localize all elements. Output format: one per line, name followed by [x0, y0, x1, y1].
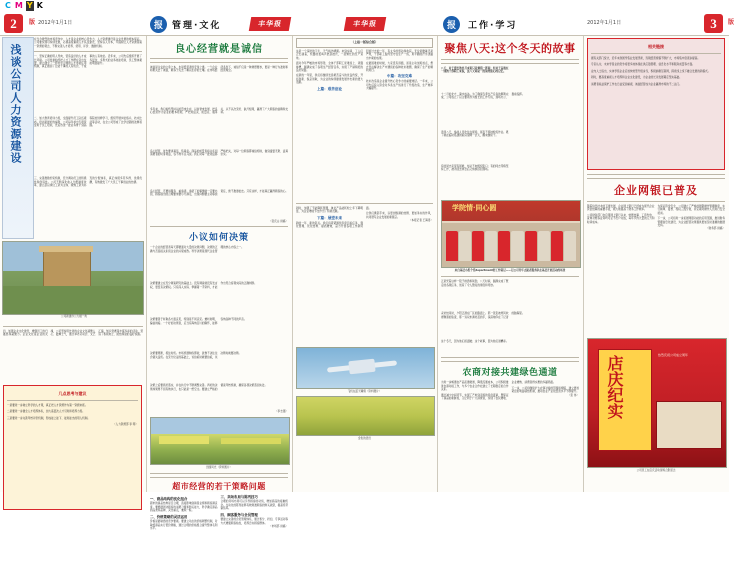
page-number-unit-right: 版 — [727, 20, 734, 26]
col2-sub-4: 四、顾客服务与会员管理 — [220, 513, 258, 518]
col2-sub-3: 三、卖场布局与陈列技巧 — [220, 495, 258, 500]
col5-sidebar-title: 相关链接 — [648, 44, 664, 49]
col4-body-3: 有的同志家里有困难，却从不向组织张口；有的同志带病坚持工作，被劝回去休息后又悄悄返回现场。 — [441, 165, 509, 172]
col4-lead: 八天，对于漫长的岁月来说只是弹指一挥间；但对于奋战在一线的干部职工来说，这八天却是一段刻骨铭心的记忆。 — [441, 67, 509, 74]
col5-side-1: 据有关部门统计，近年来我国零售业发展迅速，连锁经营规模不断扩大，市场集中度逐步提高。 — [591, 57, 700, 60]
col2-headline-2: 小议如何决策 — [188, 233, 249, 244]
divider — [587, 174, 725, 179]
col3-para-2: 在最困难的时候，大家没有退缩，而是主动加班加点，想方设法解决生产中遇到的各种技术难题，确保了生产的顺利进行。 — [366, 62, 433, 72]
col4-body-2: 连续八天，参战人员吃住在现场，昼夜不停地轮班作业。累了就在临时搭建的板房里眯一会儿，醒来继续干。 — [441, 131, 509, 138]
col3-body-3: 在新的一年里，我们将继续发扬艰苦奋斗的优良传统，开拓创新、锐意进取，为企业的持续健康发展作出新的更大贡献。 — [296, 74, 363, 85]
col3-signature: （本报记者 王海涛） — [408, 219, 433, 223]
masthead-date-left: 2012年1月1日 — [38, 20, 73, 26]
col2-para-2: 价格是最敏感的竞争要素。要建立动态的价格调整机制，对敏感商品实行低价策略，通过合理的价格组合提升整体毛利水平。 — [150, 520, 218, 531]
col5-ad-note: 热烈庆祝公司成立周年 — [658, 353, 689, 357]
masthead-left — [0, 13, 146, 36]
col1-subbox-item-1: 一是要进一步树立科学的人才观，真正把人才资源作为第一资源来抓。 — [7, 404, 88, 407]
col1-photo — [2, 241, 144, 315]
page-number-right: 3 — [710, 15, 717, 31]
divider — [441, 59, 579, 64]
reg-mark-k: K — [36, 1, 43, 10]
color-registration-marks — [4, 1, 44, 11]
col2-photo-caption: 田园风光（资料图片） — [206, 465, 232, 469]
col5-ebank-1: 随着信息技术的飞速发展，企业网上银行已经成为现代企业资金结算的重要手段，极大地提高了财务工作效率。 — [587, 205, 655, 212]
col5-ebank-4: 下一步，公司将进一步拓展网银功能的应用范围，推进财务管理信息化建设，为企业经营决策提供更加及时准确的数据支持。 — [657, 217, 725, 228]
newspaper-logo-icon-2: 报 — [443, 16, 460, 33]
col3-continuation-note: （上接一版综合版） — [350, 40, 378, 44]
masthead-col4 — [437, 13, 583, 36]
col1-subbox-item-2: 二是要进一步健全人才培养体系，加大高层次人才引进和培养力度。 — [7, 410, 85, 414]
col2-decision-4: 决策要果断，抓住时机。市场机遇稍纵即逝，犹豫不决往往会错失良机。在充分论证的基础上，该拍板时就要拍板，该决断时就要决断。 — [150, 352, 242, 359]
col1-body-2: 二、加大教育培训力度，全面提升员工队伍素质。培训是最好的福利，公司每年拿出专项资金用于员工培训，先后选送一批业务骨干到高等院校进修学习，组织开展岗位练兵、技术比武等活动，在全公司形成了比学赶超的浓厚氛围。 — [34, 117, 142, 128]
col5-headline-2: 企业网银已普及 — [614, 184, 698, 197]
col3-sub-3: 下篇：展望未来 — [316, 215, 343, 220]
col3-photo-2 — [296, 396, 435, 436]
col3-para-5: 新的一年，新的起点。我们将紧紧围绕年度目标任务，强化管理、优化结构、提质增效，奋力开创各项工作新局面。 — [296, 206, 372, 229]
page-number-unit-left: 版 — [28, 20, 35, 26]
col4-headline-2: 农商对接共建绿色通道 — [462, 368, 558, 379]
col4-body-4: 正是凭着这样一股子拼劲和韧劲，八天时间，圆满完成了既定的各项任务，创造了令人赞叹的速度和奇迹。 — [441, 280, 509, 287]
section-title-work: 工作·学习 — [468, 20, 518, 31]
col3-body-2: 面对今年严峻的市场形势，全体干部职工迎难而上、顽强拼搏，圆满完成了各项生产经营任务，实现了产销两旺的良好局面。 — [296, 62, 363, 72]
col3-photo-caption-2: 金色的麦田 — [358, 437, 371, 441]
col2-para-3: 合理的卖场布局可以引导顾客的动线，增加商品的接触机会。生动化的陈列能够有效刺激顾客的购买欲望，提高连带销售率。 — [220, 500, 288, 511]
divider — [296, 203, 433, 204]
col2-para-1: 超市的商品结构是否合理，直接影响到销售业绩和顾客满意度。要根据周边顾客的消费习惯和购买能力，科学确定商品的品类和品种，突出重点，兼顾一般。 — [150, 502, 218, 513]
col2-decision-2: 决策要建立在充分调查研究的基础上。没有调查就没有发言权，更没有决策权。只有深入实际、掌握第一手资料，才能作出符合客观实际的正确判断。 — [150, 282, 257, 289]
col5-side-4: 同时，要高度重视人才培养和企业文化建设，为企业的长远发展奠定坚实基础。 — [591, 76, 682, 80]
col2-sub-1: 一、商品结构的优化组合 — [150, 497, 188, 502]
col2-body-2: 多年来，我们始终坚持以质量求生存、以信誉求发展，把良心经营作为企业的根本原则，严把进货关、质量关、服务关，从不以次充好、缺斤短两，赢得了广大顾客的信赖和支持。 — [150, 108, 288, 115]
col3-body-1: 这是一个深秋的下午，天气格外晴朗。来到车间，工人们正忙碌着，机器的轰鸣声此起彼伏，一派繁忙的生产景象。 — [296, 49, 363, 60]
reg-mark-c: C — [5, 1, 11, 10]
col4-body-5: 采访结束时，夕阳正洒在厂区的路面上。那一张张被寒风吹得黝黑的脸庞，那一双双布满老茧的手，深深地印在了记者的脑海里。 — [441, 312, 525, 319]
masthead-right — [583, 13, 734, 36]
col5-side-3: 业内人士指出，实体零售企业应加快转型升级步伐，积极拥抱互联网，探索线上线下融合发展的新模式。 — [591, 69, 711, 73]
masthead-center-left — [146, 13, 292, 36]
page-number-badge-right — [704, 14, 734, 33]
column-5 — [583, 13, 734, 492]
reg-mark-m: M — [14, 1, 23, 10]
divider — [587, 201, 725, 202]
col3-photo-1 — [296, 347, 435, 389]
col4-farm-2: 通过减少中间环节，实现了产地到卖场的直供直销，既保证了商品的新鲜度，又让利于广大消费者，实现了农民增收、企业增效、消费者得实惠的多赢局面。 — [441, 381, 556, 401]
column-3 — [292, 13, 438, 492]
masthead-date-right: 2012年1月1日 — [587, 20, 622, 26]
col2-body-1: 诚信是企业的立身之本，也是经营者的安身之道。一个企业如果失去了诚信，就等于失去了赖以生存的土壤。在市场经济条件下，诚信不仅是一种道德要求，更是一种行为准则和经营理念。 — [150, 66, 288, 73]
col2-decision-3: 决策要善于听取各方面意见，特别是不同意见。兼听则明，偏信则暗。一个好的决策者，应当有海纳百川的胸怀，能够容纳各种不同的声音。 — [150, 318, 247, 325]
divider — [150, 473, 288, 478]
col2-headline-3: 超市经营的若干策略问题 — [172, 481, 266, 492]
col4-main-headline: 聚焦八天:这个冬天的故事 — [444, 42, 576, 55]
col4-body-1: 十二月的北方，滴水成冰。为了确保冬季生产任务的顺利完成，公司成立了以主要领导为组长的工作专班，现场办公、靠前指挥。 — [441, 93, 525, 100]
col1-photo-caption: 公司新建办公大楼一角 — [61, 315, 87, 318]
divider — [7, 400, 138, 401]
col2-para-4: 要建立完善的会员管理体系，通过积分、折扣、专享活动等方式增强顾客粘性，培养忠实顾客群体。 — [220, 518, 288, 525]
col4-body-6: 这个冬天，因为他们而温暖；这个故事，因为他们而精彩。 — [441, 340, 509, 344]
col1-intro: 在当今激烈的市场竞争中，人才是企业的核心竞争力，人力资源建设是企业发展的根本保证。公司要实现可持续发展，必须高度重视人才队伍建设，坚持以人为本，牢固树立人才资源是第一资源的观念，不断完善人才培养、使用、评价、激励机制。 — [34, 38, 142, 48]
col2-decision-1: 一个企业的经营者每天都要面对大量的决策问题，决策的正确与否直接关系到企业的兴衰成败。科学决策是现代企业管理的核心内容之一。 — [150, 246, 244, 253]
col2-decision-5: 决策之后要抓好落实，并在执行中不断调整完善。再好的决策如果得不到有效执行，也只能是一纸空文。要建立严格的督查考核机制，确保各项决策落到实处。 — [150, 384, 268, 391]
col1-subbox-item-3: 三是要进一步完善考核评价机制，形成能上能下、能进能出的用人机制。 — [7, 416, 90, 420]
divider — [441, 276, 579, 277]
col4-photo-caption: 来自基层小组个党department的工作笔记——记公司青年志愿者服务队在基层开展活动的场景 — [454, 269, 566, 272]
col5-bottom-caption: 公司员工在店庆活动现场合影留念 — [636, 469, 676, 472]
column-2 — [146, 13, 293, 531]
col4-photo-banner-title: 学院情·同心圆 — [452, 203, 497, 212]
col3-photo-caption-1: 飞机在蓝天翱翔（资料图片） — [347, 389, 382, 393]
ribbon-banner-right: 丰华报 — [343, 17, 385, 31]
reg-mark-y: Y — [26, 1, 33, 10]
divider — [34, 51, 142, 52]
col3-sub-2: 中篇：攻坚克难 — [386, 74, 413, 79]
col5-related-links-box — [587, 38, 725, 170]
col2-signature-3: （市场部 供稿） — [269, 525, 288, 529]
col2-body-3: 良心经营，首先要讲真话、售真货。商品的质量直接关系到消费者的切身利益，容不得半点马虎。我们对每一批进货都严格把关，对每一位顾客都诚信相待，做到童叟无欺、货真价实。 — [150, 150, 288, 157]
col2-signature-1: （张庆山 供稿） — [269, 220, 288, 223]
newspaper-logo-icon: 报 — [150, 16, 167, 33]
col1-subbox-title: 几点思考与建议 — [58, 391, 87, 396]
col3-para-3: 技术改造是企业提升核心竞争力的重要途径。一年来，公司先后投入资金对多条生产线进行了升级改造，生产效率大幅提升。 — [366, 80, 433, 91]
registration-bar — [0, 0, 729, 14]
col5-ebank-3: 为保证资金安全，公司建立了严格的网银操作管理制度，实行制单、复核、授权三级分离，并定期对操作人员进行安全培训。 — [657, 205, 725, 215]
col5-store-anniversary-ad[interactable] — [587, 338, 727, 468]
col1-highlight-box — [3, 385, 142, 510]
col4-farm-3: 下一步，公司将继续扩大农商对接的范围和规模，建立更加紧密的利益联结机制，推动农业产业化经营水平不断提升。 — [511, 386, 579, 394]
column-4 — [437, 13, 584, 492]
col2-sub-2: 二、价格策略的灵活运用 — [150, 515, 188, 520]
col3-para-6: 让我们携起手来，以更加饱满的热情、更加务实的作风，共同谱写企业发展的新篇章。 — [366, 212, 433, 219]
divider — [150, 226, 288, 227]
col1-signature: （人力资源部 李 明） — [113, 423, 138, 427]
col3-para-1: 回首过去的一年，有太多的感动和收获。无论是酷暑还是严寒，干部职工始终坚守在生产一线，用辛勤的汗水浇灌出丰硕的成果。 — [366, 49, 433, 60]
page-number-left: 2 — [10, 15, 17, 31]
col5-ebank-2: 公司财务部门自启用网上银行以来，转账结算、工资发放、查询对账等业务均可足不出户完成，每年节约大量的人力和时间成本。 — [587, 213, 655, 224]
col4-signature: （张 伟） — [567, 393, 579, 397]
col2-headline-1: 良心经营就是诚信 — [175, 44, 263, 55]
col2-body-4: 良心经营，还要讲服务、重承诺。承诺了的事情就一定要办到，顾客提出的合理要求要尽力满足，出现问题要主动承担责任，绝不推诿扯皮。只有这样，才能真正赢得顾客的心。 — [150, 190, 288, 197]
col4-group-photo — [441, 200, 581, 268]
section-title-management: 管理·文化 — [172, 20, 222, 31]
page-number-badge-left — [4, 14, 35, 33]
col3-sub-1: 上篇：艰苦创业 — [316, 86, 343, 91]
col2-photo — [150, 417, 290, 465]
ribbon-banner-left: 丰华报 — [249, 17, 291, 31]
col5-ad-banner-title: 店庆纪实 — [605, 355, 624, 419]
masthead-center-right — [292, 13, 437, 36]
col1-body-4: 四、加强企业文化建设，增强员工的归属感和凝聚力。企业文化是企业的灵魂，公司坚持用先进的企业文化凝聚人心、鼓舞士气，通过举办运动会、文艺汇演、知识竞赛等丰富多彩的活动，营造了积极向上、团结和谐的良好氛围。 — [3, 330, 143, 337]
col1-vertical-headline: 浅谈公司人力资源建设 — [9, 44, 22, 164]
divider — [3, 326, 143, 327]
col5-side-2: 专家认为，未来零售业的竞争将更多地体现在供应链管理、信息化水平和服务质量等方面。 — [591, 63, 695, 67]
col1-body-1: 一、坚持正确的用人导向，营造良好的人才成长环境。公司党委始终把人才工作摆在突出位置，建立健全了一套科学合理的人才选拔任用机制，真正做到了让能干事的人有机会，干成事的人有地位。近年来，公司先后组织开展了多层次、多形式的业务技能培训，员工整体素质明显提升。 — [34, 55, 142, 69]
col2-signature-2: （李志强） — [275, 410, 288, 414]
divider — [441, 357, 579, 362]
col4-farm-1: 为进一步畅通农产品流通渠道，降低流通成本，公司积极推进农商对接工作，与多个农业合作社建立了长期稳定的合作关系。 — [441, 381, 509, 392]
col1-body-3: 三、完善激励约束机制，充分调动员工的积极性和创造性。公司不断深化收入分配制度改革，建立起以岗位工资为主体、绩效工资为补充的分配体系，真正体现多劳多得、优绩优酬，有效激发了广大员工干事创业的热情。 — [34, 177, 142, 188]
col5-signature: （财务部 供稿） — [706, 227, 725, 231]
divider — [150, 58, 288, 63]
col3-para-4: 同时，加强了节能降耗管理，单位产品能耗较上年下降明显，为企业增收节支作出了积极贡献。 — [296, 206, 363, 214]
divider — [591, 53, 721, 54]
col5-side-5: 消费者权益保护工作也日益受到重视，诚信经营成为企业赢得市场的不二法门。 — [591, 82, 682, 86]
column-1 — [0, 13, 147, 492]
